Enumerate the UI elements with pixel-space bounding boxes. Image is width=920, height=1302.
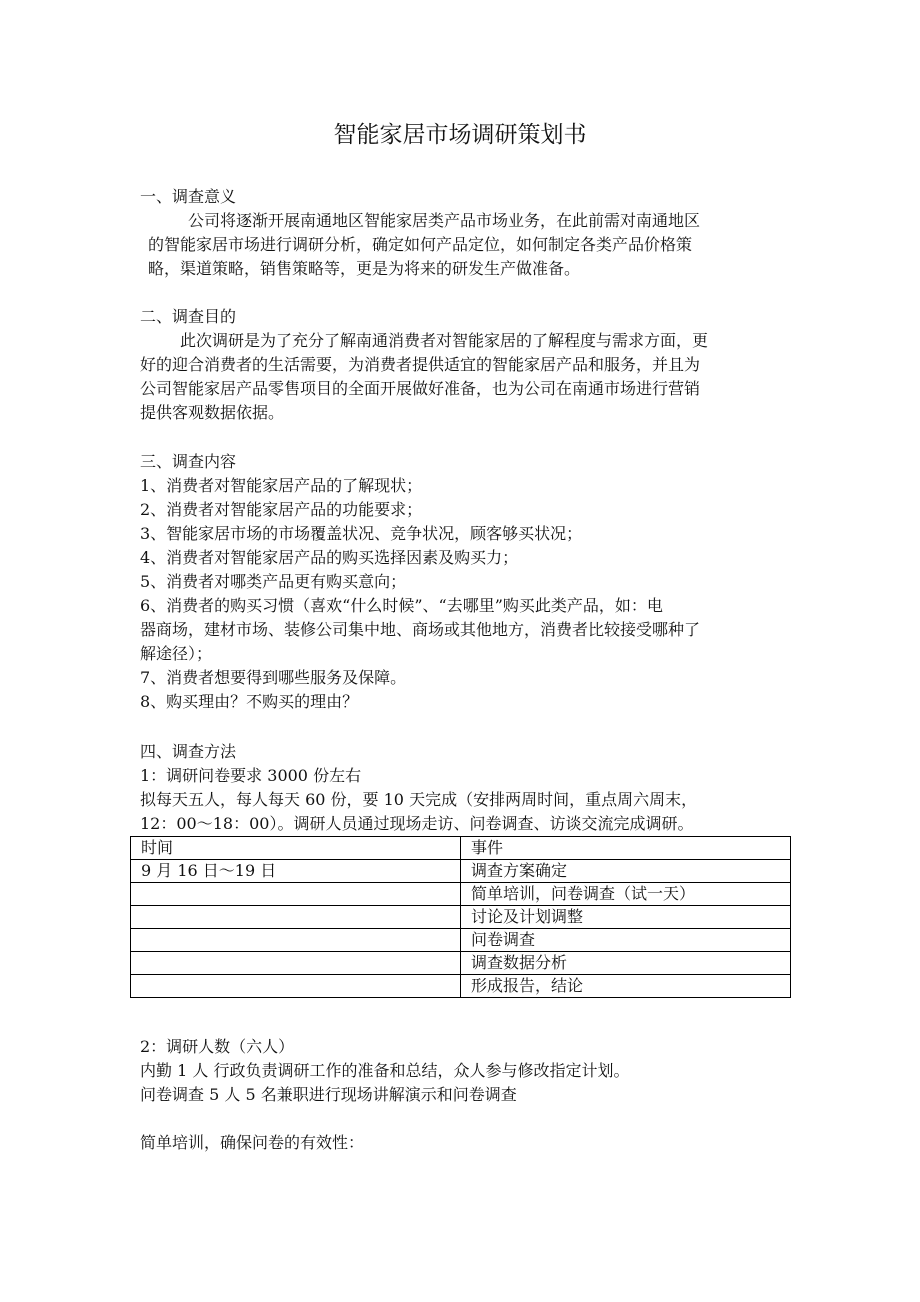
table-row — [131, 952, 791, 975]
section3-item-3: 3、智能家居市场的市场覆盖状况、竞争状况，顾客够买状况； — [140, 524, 583, 543]
section4-line-1: 1：调研问卷要求 3000 份左右 — [140, 766, 362, 785]
section3-heading: 三、调查内容 — [140, 452, 237, 471]
table-row — [131, 883, 791, 906]
table-header-row — [131, 837, 791, 860]
section3-item-6-line-1: 6、消费者的购买习惯（喜欢“什么时候”、“去哪里”购买此类产品，如：电 — [140, 596, 663, 615]
table-row — [131, 906, 791, 929]
section1-line-1: 公司将逐渐开展南通地区智能家居类产品市场业务，在此前需对南通地区 — [188, 211, 701, 230]
document-title: 智能家居市场调研策划书 — [333, 122, 587, 148]
section3-item-4: 4、消费者对智能家居产品的购买选择因素及购买力； — [140, 548, 519, 567]
table-cell-time: 9 月 16 日～19 日 — [131, 860, 461, 883]
section2-heading: 二、调查目的 — [140, 307, 237, 326]
table-row — [131, 975, 791, 998]
schedule-table — [130, 836, 791, 998]
section3-item-7: 7、消费者想要得到哪些服务及保障。 — [140, 668, 407, 687]
section2-line-4: 提供客观数据依据。 — [140, 403, 285, 422]
table-row — [131, 929, 791, 952]
table-cell-event: 讨论及计划调整 — [461, 906, 791, 929]
section2-line-1: 此次调研是为了充分了解南通消费者对智能家居的了解程度与需求方面，更 — [180, 331, 709, 350]
section4-staff-line-2: 问卷调查 5 人 5 名兼职进行现场讲解演示和问卷调查 — [140, 1085, 517, 1104]
table-cell-event: 形成报告，结论 — [461, 975, 791, 998]
section3-item-5: 5、消费者对哪类产品更有购买意向； — [140, 572, 407, 591]
table-cell-time — [131, 883, 461, 906]
table-cell-event: 调查数据分析 — [461, 952, 791, 975]
table-row — [131, 860, 791, 883]
section3-item-6-line-2: 器商场，建材市场、装修公司集中地、商场或其他地方，消费者比较接受哪种了 — [140, 620, 701, 639]
section4-staff-heading: 2：调研人数（六人） — [140, 1037, 295, 1056]
section3-item-2: 2、消费者对智能家居产品的功能要求； — [140, 500, 423, 519]
table-header-time: 时间 — [131, 837, 461, 860]
section4-final-line: 简单培训，确保问卷的有效性： — [140, 1133, 365, 1152]
table-cell-time — [131, 906, 461, 929]
table-header-event: 事件 — [461, 837, 791, 860]
table-cell-event: 简单培训，问卷调查（试一天） — [461, 883, 791, 906]
section4-line-2: 拟每天五人，每人每天 60 份，要 10 天完成（安排两周时间，重点周六周末， — [140, 790, 698, 809]
table-cell-time — [131, 975, 461, 998]
section2-line-3: 公司智能家居产品零售项目的全面开展做好准备，也为公司在南通市场进行营销 — [140, 379, 701, 398]
table-cell-time — [131, 929, 461, 952]
section4-staff-line-1: 内勤 1 人 行政负责调研工作的准备和总结，众人参与修改指定计划。 — [140, 1061, 630, 1080]
section3-item-6-line-3: 解途径）； — [140, 644, 213, 663]
section3-item-1: 1、消费者对智能家居产品的了解现状； — [140, 476, 423, 495]
section1-line-3: 略，渠道策略，销售策略等，更是为将来的研发生产做准备。 — [148, 259, 581, 278]
table-cell-event: 调查方案确定 — [461, 860, 791, 883]
section1-heading: 一、调查意义 — [140, 187, 237, 206]
section3-item-8: 8、购买理由？不购买的理由？ — [140, 692, 359, 711]
section1-line-2: 的智能家居市场进行调研分析，确定如何产品定位，如何制定各类产品价格策 — [148, 235, 693, 254]
section4-line-3: 12：00～18：00）。调研人员通过现场走访、问卷调查、访谈交流完成调研。 — [140, 814, 694, 833]
section4-heading: 四、调查方法 — [140, 742, 237, 761]
table-cell-time — [131, 952, 461, 975]
section2-line-2: 好的迎合消费者的生活需要，为消费者提供适宜的智能家居产品和服务，并且为 — [140, 355, 701, 374]
table-cell-event: 问卷调查 — [461, 929, 791, 952]
